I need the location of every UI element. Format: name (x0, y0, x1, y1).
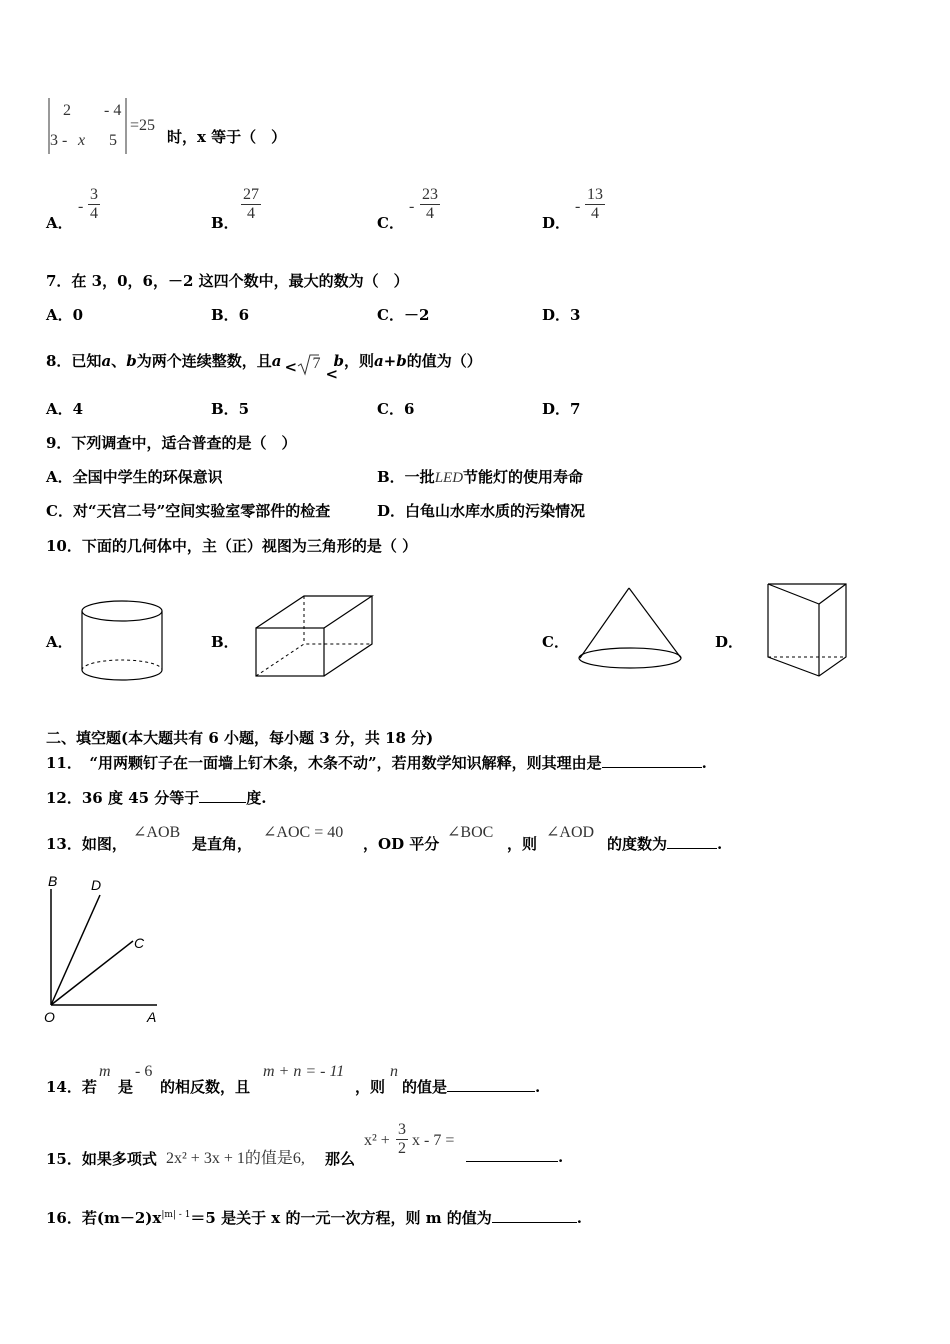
q6-option-d-sign: - (575, 198, 581, 215)
fraction-denominator: 4 (90, 205, 98, 222)
point-c-label: C (134, 935, 145, 951)
q8-stem-mid: 为两个连续整数，且 (136, 352, 272, 370)
fraction-denominator: 2 (398, 1140, 406, 1157)
det-r2c1: 3 - (50, 132, 68, 149)
q9-option-b (377, 466, 583, 487)
q13-text-3: ，则 (507, 835, 538, 853)
q6-option-a-fraction (88, 186, 100, 223)
det-equals: =25 (130, 117, 156, 134)
var-m: m (99, 1063, 111, 1080)
q9-option-b-post: 节能灯的使用寿命 (463, 468, 584, 486)
var-b: b (333, 352, 344, 370)
det-r2c1-var: x (78, 132, 86, 149)
fraction-numerator: 27 (243, 186, 259, 203)
point-o-label: O (44, 1009, 55, 1025)
less-than-sign: < (325, 365, 339, 383)
q6-stem: 时，x 等于（ ） (167, 128, 287, 146)
q15-answer (466, 1148, 563, 1166)
q15-text-1: 那么 (325, 1150, 356, 1168)
answer-blank[interactable] (447, 1091, 535, 1092)
prism-figure (763, 580, 853, 680)
q7-stem: 7．在 3，0，6，－2 这四个数中，最大的数为（ ） (46, 272, 409, 290)
q14-text-2: 的相反数，且 (160, 1078, 251, 1096)
cone-figure (577, 584, 687, 674)
q13-text-1: 是直角， (192, 835, 253, 853)
point-b-label: B (48, 873, 58, 889)
expr-post: x - 7 = (412, 1132, 455, 1149)
q6-option-a-label: A． (46, 214, 73, 232)
q14-end: . (535, 1078, 541, 1096)
q6-option-d-label: D． (542, 214, 571, 232)
q15-end: . (558, 1148, 564, 1166)
led-text: LED (434, 470, 464, 486)
fraction-denominator: 4 (591, 205, 599, 222)
q8-sep: 、 (111, 352, 127, 370)
q16-stem-post: ＝5 是关于 x 的一元一次方程，则 m 的值为 (190, 1209, 492, 1227)
answer-blank[interactable] (667, 848, 717, 849)
q13-text-4-label: 的度数为 (607, 835, 668, 853)
polynomial: 2x² + 3x + 1的值是6, (166, 1150, 305, 1167)
q13-end: . (717, 835, 723, 853)
q10-option-b-label: B． (211, 633, 239, 651)
q7-option-b: B．6 (211, 306, 250, 324)
q14-text-1: 是 (118, 1078, 134, 1096)
var-a: a (101, 352, 112, 370)
equation-m-plus-n: m + n = - 11 (263, 1063, 345, 1080)
answer-blank[interactable] (199, 802, 246, 803)
q8-option-c: C．6 (377, 400, 415, 418)
q14-pre: 14．若 (46, 1078, 97, 1096)
q9-option-c: C．对“天宫二号”空间实验室零部件的检查 (46, 502, 331, 520)
q10-option-c-label: C． (542, 633, 569, 651)
q11-end: . (701, 754, 707, 772)
point-d-label: D (91, 877, 102, 893)
q8-option-d: D．7 (542, 400, 581, 418)
q14-text-4-label: 的值是 (402, 1078, 448, 1096)
q6-option-c-sign: - (409, 198, 415, 215)
q11-stem (46, 752, 707, 773)
cuboid-figure (252, 592, 377, 682)
fraction-numerator: 3 (398, 1121, 406, 1138)
expr-pre: x² + (364, 1132, 390, 1149)
q8-stem (46, 350, 482, 383)
q13-text-4 (607, 833, 722, 854)
q13-pre: 13．如图， (46, 835, 127, 853)
var-n: n (390, 1063, 398, 1080)
angle-aob: ∠AOB (133, 824, 181, 841)
q7-option-d: D．3 (542, 306, 581, 324)
q16-stem-pre: 16．若(m－2)x (46, 1209, 162, 1227)
q14-text-4 (402, 1076, 540, 1097)
q7-option-c: C．－2 (377, 306, 430, 324)
q11-stem-text: 11． “用两颗钉子在一面墙上钉木条，木条不动”，若用数学知识解释，则其理由是 (46, 754, 602, 772)
q9-option-d: D．白龟山水库水质的污染情况 (377, 502, 586, 520)
q13-text-2: ，OD 平分 (363, 835, 440, 853)
det-r1c1: 2 (63, 102, 71, 119)
q10-option-a-label: A． (46, 633, 73, 651)
q8-stem-end: 的值为（） (406, 352, 482, 370)
angle-boc: ∠BOC (447, 824, 494, 841)
point-a-label: A (147, 1009, 157, 1025)
q12-stem-text: 12．36 度 45 分等于 (46, 789, 200, 807)
q15-pre: 15．如果多项式 (46, 1150, 157, 1168)
answer-blank[interactable] (602, 767, 702, 768)
q6-option-b-fraction (241, 186, 261, 223)
q12-end: 度. (246, 789, 267, 807)
q8-stem-pre: 8．已知 (46, 352, 102, 370)
value-neg6: - 6 (135, 1063, 153, 1080)
fraction-numerator: 23 (422, 186, 438, 203)
var-sum: a+b (373, 352, 407, 370)
fraction-numerator: 3 (90, 186, 98, 203)
section-2-title: 二、填空题(本大题共有 6 小题，每小题 3 分，共 18 分) (46, 729, 434, 747)
answer-blank[interactable] (466, 1161, 558, 1162)
q7-option-a: A．0 (46, 306, 84, 324)
fraction-numerator: 13 (587, 186, 603, 203)
q9-option-a: A．全国中学生的环保意识 (46, 468, 223, 486)
q8-option-b: B．5 (211, 400, 250, 418)
q8-option-a: A．4 (46, 400, 84, 418)
var-b: b (126, 352, 137, 370)
answer-blank[interactable] (492, 1222, 577, 1223)
q6-option-c-label: C． (377, 214, 404, 232)
q16-end: . (576, 1209, 583, 1227)
q9-stem: 9．下列调查中，适合普查的是（ ） (46, 434, 297, 452)
q9-option-b-pre: B．一批 (377, 468, 435, 486)
radicand: 7 (312, 355, 321, 372)
angle-aod: ∠AOD (546, 824, 595, 841)
q6-option-b-label: B． (211, 214, 239, 232)
q15-fraction (396, 1121, 408, 1158)
less-than-sign: < (284, 358, 298, 376)
q6-option-c-fraction (420, 186, 440, 223)
fraction-denominator: 4 (247, 205, 255, 222)
q8-stem-post: ，则 (343, 352, 374, 370)
q10-stem: 10．下面的几何体中，主（正）视图为三角形的是（ ） (46, 537, 418, 555)
exponent: |m| - 1 (161, 1210, 191, 1220)
angle-figure (42, 875, 172, 1030)
q6-option-a-sign: - (78, 198, 84, 215)
det-r2c2: 5 (109, 132, 117, 149)
q16-stem (46, 1207, 582, 1228)
q14-text-3: ，则 (355, 1078, 386, 1096)
q6-option-d-fraction (585, 186, 605, 223)
cylinder-figure (80, 597, 170, 682)
var-a: a (271, 352, 282, 370)
fraction-denominator: 4 (426, 205, 434, 222)
angle-aoc: ∠AOC = 40 (263, 824, 344, 841)
q10-option-d-label: D． (715, 633, 744, 651)
det-r1c2: - 4 (104, 102, 122, 119)
q12-stem (46, 787, 267, 808)
